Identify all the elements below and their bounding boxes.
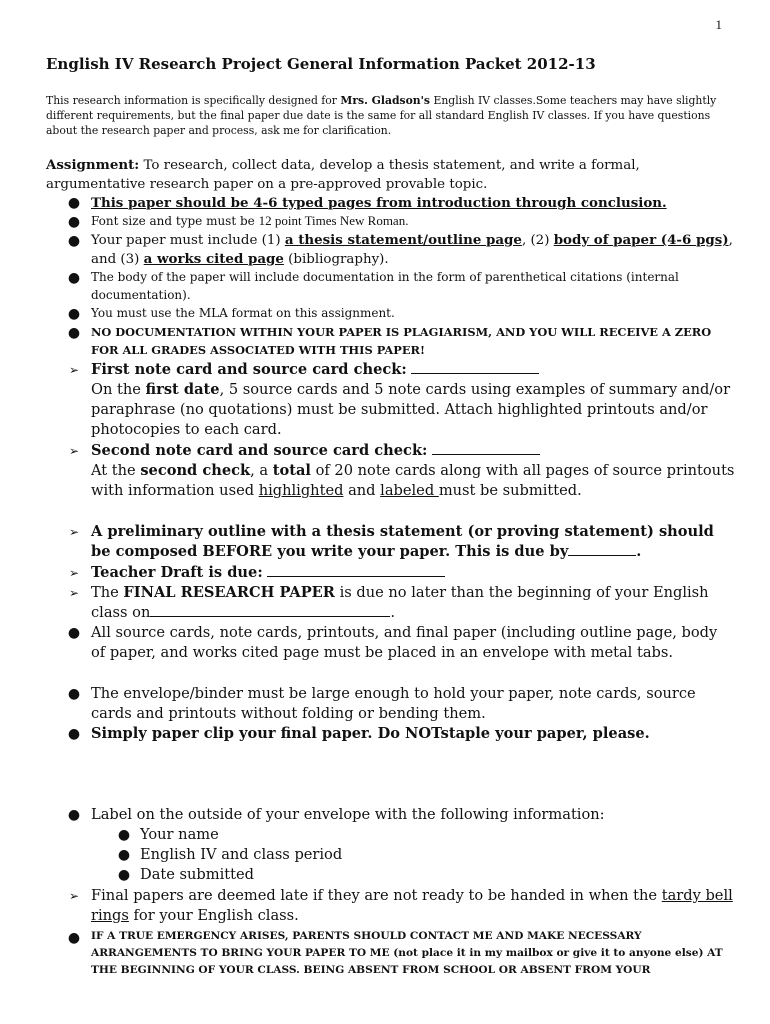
arrow-bullet-icon: ➢ — [68, 525, 80, 539]
bullet-icon: ● — [67, 306, 81, 322]
bullet-icon: ● — [67, 930, 81, 946]
intro-paragraph: This research information is specifically designed for Mrs. Gladson's English IV classes.Some teachers may have slightly different requirements, but the final paper due date is the same for all standard English IV classes. If you have questions about the research paper and process, ask me for clarification. — [46, 94, 717, 137]
arrow-bullet-icon: ➢ — [68, 586, 80, 600]
bullet-icon: ● — [117, 847, 131, 863]
bullet-icon: ● — [67, 726, 81, 742]
assignment-label: Assignment: — [46, 157, 140, 173]
assignment-paragraph: Assignment: To research, collect data, develop a thesis statement, and write a formal, argumentative research paper on a pre-approved provable topic. — [46, 157, 640, 192]
date-blank — [150, 603, 390, 617]
date-blank — [267, 563, 445, 577]
bullet-icon: ● — [67, 325, 81, 341]
bullet-icon: ● — [117, 827, 131, 843]
list-item-include: ● Your paper must include (1) a thesis statement/outline page, (2) body of paper (4-6 pgs), and (3) a works cited page (bibliography). — [67, 232, 733, 267]
bullet-icon: ● — [67, 214, 81, 230]
bullet-icon: ● — [117, 867, 131, 883]
document-page: 1 English IV Research Project General Information Packet 2012-13 This research information is specifically designed for Mrs. Gladson's English IV classes.Some teachers may have slightly different requirements, but the final paper due date is the same for all standard English IV classes. If you have questions about the research paper and process, ask me for clarification. Assignment: To research, collect data, develop a thesis statement, and write a formal, argumentative research paper on a pre-approved provable topic. ● This paper should be 4-6 typed pages from introduction through conclusion. ● Font size and type must be 12 point Times New Roman. ● Your paper must include (1) a thesis statement/outline page, (2) body of paper (4-6 pgs), and (3) a works cited page (bibliography). ● The body of the paper will include documentation in the form of parenthetical citations (internal documentation). ● You must use the MLA format on this assignment. ● NO DOCUMENTATION WITHIN YOUR PAPER IS PLAGIARISM, AND YOU WILL RECEIVE A ZERO FOR ALL GRADES ASSOCIATED WITH THIS PAPER! ➢ First note card and source card check: On the first date, 5 source cards and 5 note cards using examples of summary and/or paraphrase (no quotations) must be submitted. Attach highlighted printouts and/or photocopies to each card. ➢ Second note card and source card check: At the second check, a total of 20 note cards along with all pages of source printouts with information used highlighted and labeled must be submitted. ➢ A preliminary outline with a thesis statement (or proving statement) should be composed BEFORE you write your paper. This is due by . ➢ Teacher Draft is due: ➢ The FINAL RESEARCH PAPER is due no later than the beginning of your English class on . ● All source cards, note cards, printouts, and final paper (including outline page, body of paper, and works cited page must be placed in an envelope with metal tabs. ● The envelope/binder must be large enough to hold your paper, note cards, source cards and printouts without folding or bending them. ● Simply paper clip your final paper. Do NOTstaple your paper, please. ● Label on the outside of your envelope with the following information: ● Your name ● English IV and class period ● Date submitted ➢ Final papers are deemed late if they are not ready to be handed in when the tardy bell rings for your English class. ● IF A TRUE EMERGENCY ARISES, PARENTS SHOULD CONTACT ME AND MAKE NECESSARY ARRANGEMENTS TO BRING YOUR PAPER TO ME (not place it in my mailbox or give it to anyone else) AT THE BEGINNING OF YOUR CLASS. BEING ABSENT FROM SCHOOL OR ABSENT FROM YOUR — [46, 17, 735, 976]
arrow-bullet-icon: ➢ — [68, 363, 80, 377]
page-number: 1 — [715, 17, 722, 32]
bullet-icon: ● — [67, 270, 81, 286]
page-title: English IV Research Project General Information Packet 2012-13 — [46, 55, 596, 73]
date-blank — [411, 360, 539, 374]
bullet-icon: ● — [67, 625, 81, 641]
bullet-icon: ● — [67, 195, 81, 211]
arrow-bullet-icon: ➢ — [68, 889, 80, 903]
bullet-icon: ● — [67, 807, 81, 823]
bullet-icon: ● — [67, 686, 81, 702]
teacher-name: Mrs. Gladson's — [340, 94, 431, 107]
date-blank — [432, 441, 540, 455]
date-blank — [568, 542, 636, 556]
bullet-icon: ● — [67, 233, 81, 249]
arrow-bullet-icon: ➢ — [68, 444, 80, 458]
arrow-bullet-icon: ➢ — [68, 566, 80, 580]
